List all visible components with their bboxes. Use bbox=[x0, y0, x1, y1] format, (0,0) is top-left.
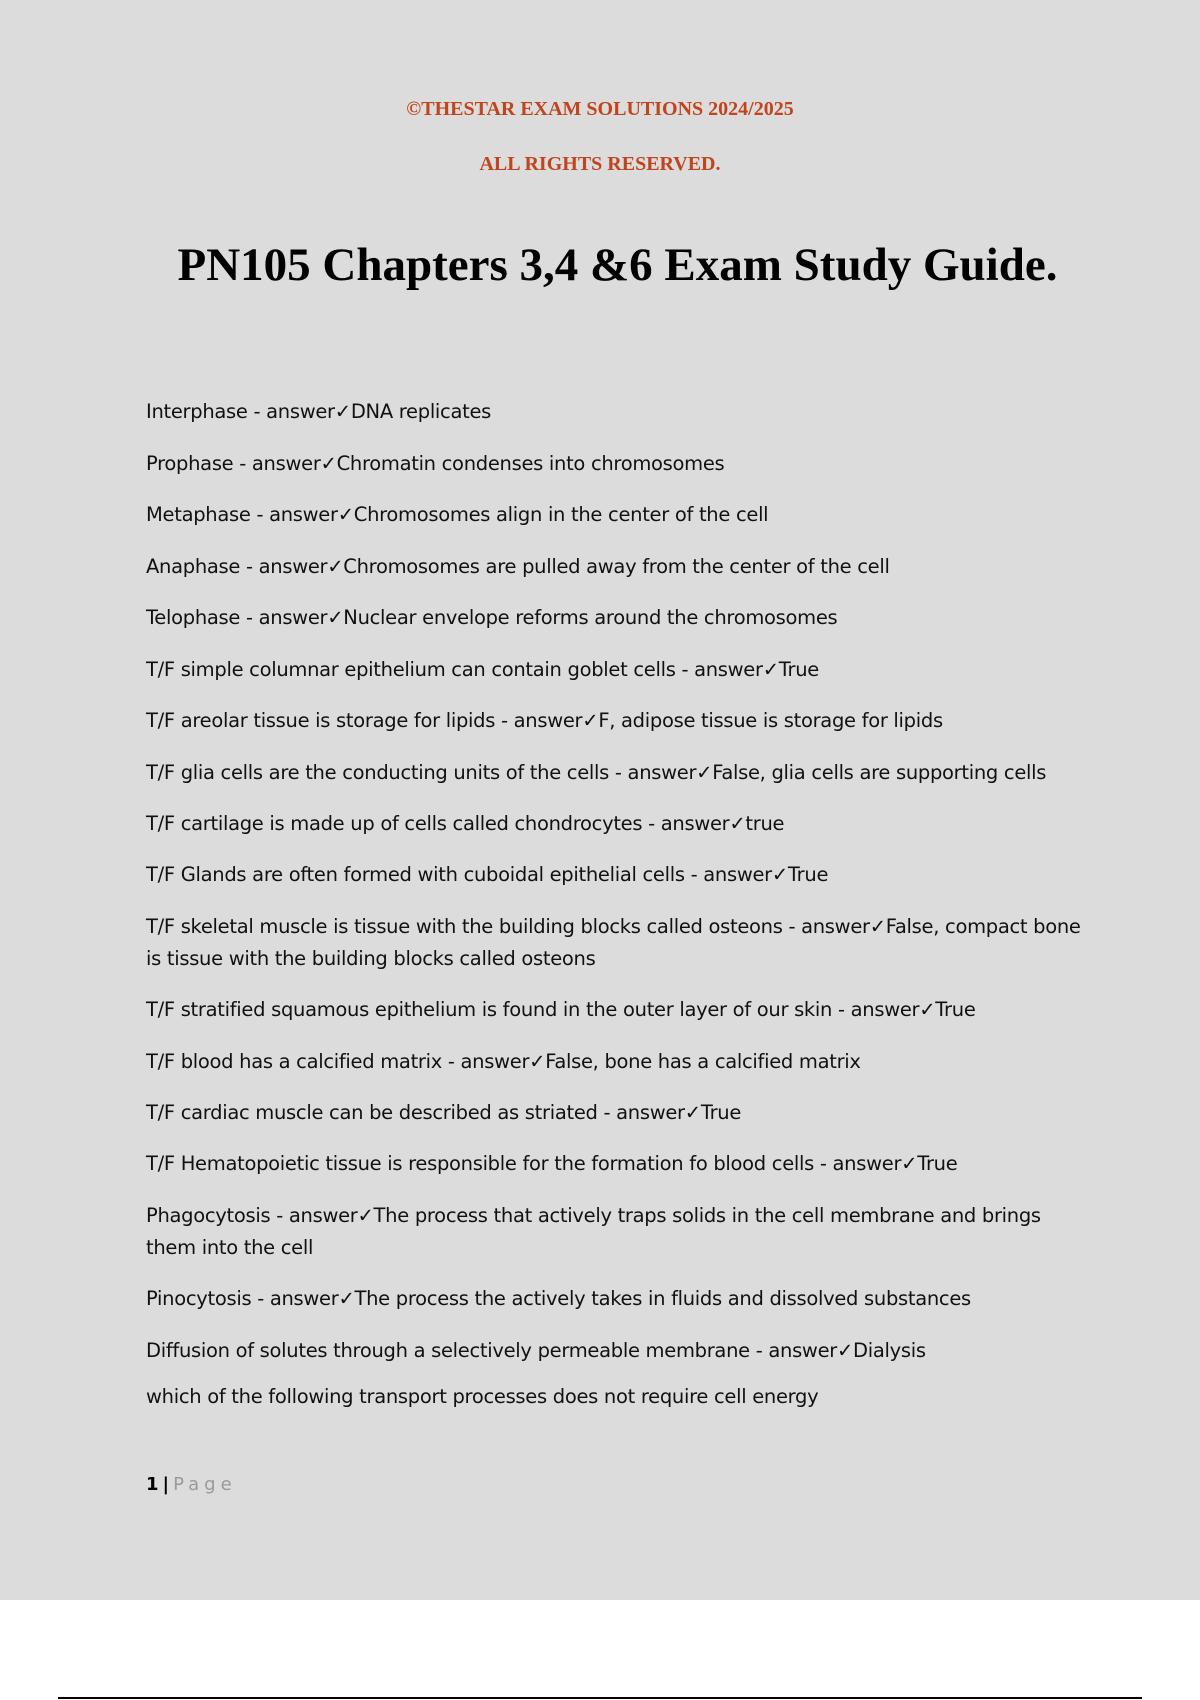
qa-entry: Diffusion of solutes through a selectively permeable membrane - answer✓Dialysis bbox=[146, 1339, 926, 1362]
copyright-header: ©THESTAR EXAM SOLUTIONS 2024/2025 bbox=[406, 98, 794, 120]
rights-header: ALL RIGHTS RESERVED. bbox=[479, 153, 721, 175]
page-footer bbox=[146, 1474, 237, 1495]
qa-entry: T/F cardiac muscle can be described as striated - answer✓True bbox=[146, 1101, 742, 1124]
qa-entry: T/F areolar tissue is storage for lipids - answer✓F, adipose tissue is storage for lipids bbox=[146, 709, 943, 732]
qa-entry: T/F skeletal muscle is tissue with the building blocks called osteons - answer✓False, compact bone is tissue with the building blocks called osteons bbox=[146, 915, 1081, 970]
footer-separator: | bbox=[162, 1474, 170, 1495]
qa-entry: Telophase - answer✓Nuclear envelope reforms around the chromosomes bbox=[146, 606, 838, 629]
qa-entry: Pinocytosis - answer✓The process the actively takes in fluids and dissolved substances bbox=[146, 1287, 971, 1310]
qa-entry: T/F glia cells are the conducting units of the cells - answer✓False, glia cells are supporting cells bbox=[146, 761, 1047, 784]
qa-entry: Phagocytosis - answer✓The process that actively traps solids in the cell membrane and brings them into the cell bbox=[146, 1204, 1041, 1259]
qa-entry: Metaphase - answer✓Chromosomes align in the center of the cell bbox=[146, 503, 769, 526]
page-number: 1 bbox=[146, 1474, 159, 1495]
qa-entry: T/F stratified squamous epithelium is found in the outer layer of our skin - answer✓True bbox=[146, 998, 976, 1021]
qa-entry: Interphase - answer✓DNA replicates bbox=[146, 400, 492, 423]
qa-entry: T/F cartilage is made up of cells called chondrocytes - answer✓true bbox=[146, 812, 785, 835]
bottom-divider bbox=[58, 1697, 1142, 1699]
qa-entry: Anaphase - answer✓Chromosomes are pulled away from the center of the cell bbox=[146, 555, 890, 578]
qa-entry: T/F blood has a calcified matrix - answer✓False, bone has a calcified matrix bbox=[146, 1050, 861, 1073]
qa-entry: Prophase - answer✓Chromatin condenses into chromosomes bbox=[146, 452, 725, 475]
qa-entry: T/F Hematopoietic tissue is responsible for the formation fo blood cells - answer✓True bbox=[146, 1152, 958, 1175]
qa-entry: which of the following transport processes does not require cell energy bbox=[146, 1385, 819, 1408]
document-title: PN105 Chapters 3,4 &6 Exam Study Guide. bbox=[177, 239, 1058, 291]
qa-list bbox=[146, 396, 1086, 1413]
page-label: Page bbox=[173, 1474, 237, 1495]
qa-entry: T/F Glands are often formed with cuboidal epithelial cells - answer✓True bbox=[146, 863, 829, 886]
qa-entry: T/F simple columnar epithelium can contain goblet cells - answer✓True bbox=[146, 658, 819, 681]
